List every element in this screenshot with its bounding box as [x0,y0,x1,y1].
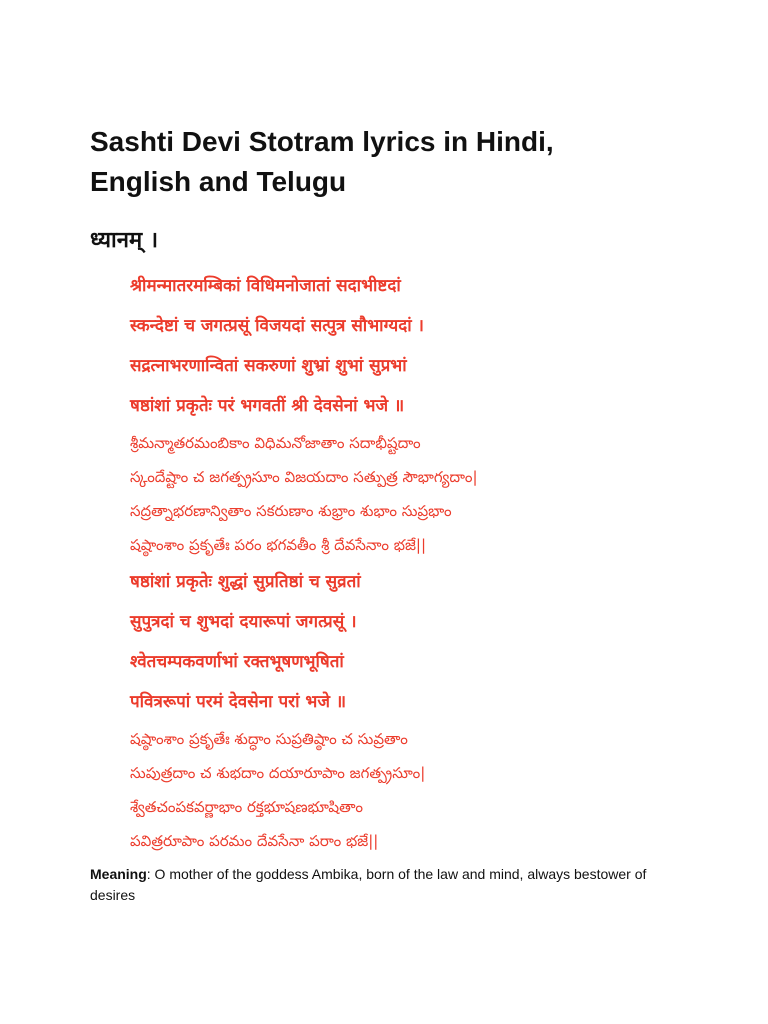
verse-line-telugu: పవిత్రరూపాం పరమం దేవసేనా పరాం భజే|| [130,832,379,850]
section-heading: ध्यानम् । [90,228,159,253]
verse-line-telugu: శ్వేతచంపకవర్ణాభాం రక్తభూషణభూషితాం [130,798,363,816]
verse-line-telugu: సద్రత్నాభరణాన్వితాం సకరుణాం శుభ్రాం శుభాం సుప్రభాం [130,502,452,520]
verse-line-hindi: श्रीमन्मातरमम्बिकां विधिमनोजातां सदाभीष्टदां [130,276,401,296]
verse-line-hindi: सद्रत्नाभरणान्वितां सकरुणां शुभ्रां शुभां सुप्रभां [130,356,407,376]
verse-line-hindi: श्वेतचम्पकवर्णाभां रक्तभूषणभूषितां [130,652,344,672]
verse-line-telugu: సుపుత్రదాం చ శుభదాం దయారూపాం జగత్ప్రసూం| [130,764,426,782]
page-title: Sashti Devi Stotram lyrics in Hindi, English and Telugu [90,126,554,197]
verse-list [130,266,670,858]
meaning-text: : O mother of the goddess Ambika, born of the law and mind, always bestower of desires [90,866,647,903]
verse-line-telugu: షష్ఠాంశాం ప్రకృతేః పరం భగవతీం శ్రీ దేవసేనాం భజే|| [130,536,427,554]
verse-line-telugu: షష్ఠాంశాం ప్రకృతేః శుద్ధాం సుప్రతిష్ఠాం చ సువ్రతాం [130,730,408,748]
verse-line-hindi: षष्ठांशां प्रकृतेः परं भगवतीं श्री देवसेनां भजे ॥ [130,396,405,416]
verse-line-hindi: सुपुत्रदां च शुभदां दयारूपां जगत्प्रसूं । [130,612,357,632]
verse-line-hindi: पवित्ररूपां परमं देवसेना परां भजे ॥ [130,692,347,712]
verse-line-telugu: శ్రీమన్మాతరమంబికాం విధిమనోజాతాం సదాభీష్టదాం [130,434,421,452]
verse-line-hindi: स्कन्देष्टां च जगत्प्रसूं विजयदां सत्पुत्र सौभाग्यदां । [130,316,424,336]
meaning-paragraph [90,864,650,906]
verse-line-telugu: స్కందేష్టాం చ జగత్ప్రసూం విజయదాం సత్పుత్ర సౌభాగ్యదాం| [130,468,478,486]
verse-line-hindi: षष्ठांशां प्रकृतेः शुद्धां सुप्रतिष्ठां च सुव्रतां [130,572,361,592]
meaning-label: Meaning [90,866,147,882]
